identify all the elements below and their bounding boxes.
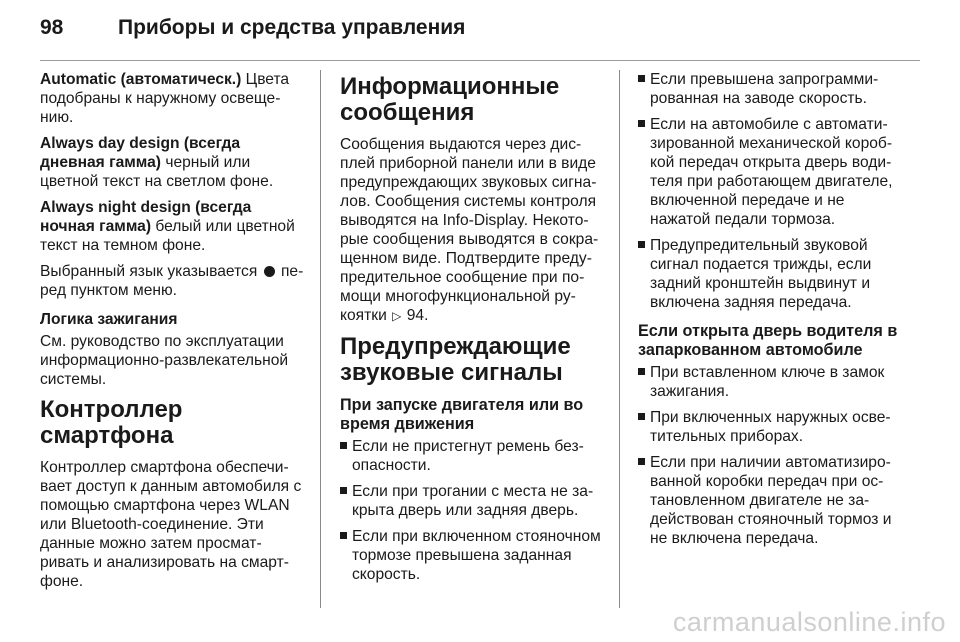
square-bullet-icon: [340, 487, 347, 494]
chapter-title: Приборы и средства управления: [118, 16, 466, 39]
heading-parked-door-open: Если открыта дверь водителя в запаркованном автомобиле: [638, 322, 898, 359]
heading-engine-start: При запуске двигателя или во время движения: [340, 396, 584, 433]
page-header: [40, 16, 920, 60]
square-bullet-icon: [638, 241, 645, 248]
list-item: [340, 437, 604, 475]
list-item: [340, 527, 604, 584]
heading-smartphone-controller: Контроллер смартфона: [40, 396, 183, 449]
list-engine-start: [340, 437, 604, 584]
column-divider: [320, 70, 321, 608]
list-item-text: Если не пристегнут ремень безопасности.: [352, 438, 584, 474]
list-item: [638, 363, 902, 401]
paragraph-night-design: [40, 198, 304, 255]
list-item-text: Если при наличии автоматизированной коробки передач при остановленном двигателе не задействован стояночный тормоз и не включена передача.: [650, 454, 892, 547]
term-automatic: Automatic (автоматическ.): [40, 71, 242, 88]
list-item-text: Если при трогании с места не закрыта дверь или задняя дверь.: [352, 483, 594, 519]
list-item: [638, 453, 902, 548]
square-bullet-icon: [638, 413, 645, 420]
column-middle: [340, 70, 604, 591]
text-info-messages: Сообщения выдаются через дисплей приборной панели или в виде предупреждающих звуковых сигналов. Сообщения системы контроля выводятся на Info-Display. Некоторые сообщения выводятся в сокращенном виде. Подтвердите предупредительное сообщение при помощи многофункциональной рукоятки: [340, 136, 599, 324]
list-item: [340, 482, 604, 520]
square-bullet-icon: [340, 532, 347, 539]
paragraph-automatic: [40, 70, 304, 127]
list-item-text: При включенных наружных осветительных приборах.: [650, 409, 891, 445]
list-parked-door-open: [638, 363, 902, 548]
paragraph-info-messages: [340, 135, 604, 326]
term-day-design: Always day design (всегда дневная гамма): [40, 135, 241, 171]
page-reference: 94.: [406, 307, 429, 324]
list-item: [638, 70, 902, 108]
list-item-text: Если на автомобиле с автоматизированной механической коробкой передач открыта дверь водителя при работающем двигателе, включенной передаче и не нажатой педали тормоза.: [650, 116, 893, 228]
list-item-text: Если превышена запрограммированная на заводе скорость.: [650, 71, 879, 107]
text-automatic: Цвета подобраны к наружному освещению.: [40, 71, 290, 126]
header-rule: [40, 60, 920, 61]
text-language-after: перед пунктом меню.: [40, 263, 304, 299]
heading-warning-chimes: Предупреждающие звуковые сигналы: [340, 333, 571, 386]
list-item: [638, 408, 902, 446]
paragraph-day-design: [40, 134, 304, 191]
term-night-design: Always night design (всегда ночная гамма): [40, 199, 252, 235]
square-bullet-icon: [638, 368, 645, 375]
list-item-text: При вставленном ключе в замок зажигания.: [650, 364, 885, 400]
square-bullet-icon: [340, 442, 347, 449]
heading-info-messages: Информационные сообщения: [340, 73, 560, 126]
column-left: [40, 70, 304, 598]
heading-ignition-logic: Логика зажигания: [40, 311, 178, 328]
square-bullet-icon: [638, 120, 645, 127]
paragraph-language: [40, 262, 304, 300]
page-reference-arrow-icon: ▷: [392, 309, 402, 323]
list-item-text: Если при включенном стояночном тормозе превышена заданная скорость.: [352, 528, 601, 583]
column-divider: [619, 70, 620, 608]
text-language-before: Выбранный язык указывается: [40, 263, 262, 280]
list-engine-start-continued: [638, 70, 902, 312]
list-item: [638, 115, 902, 229]
square-bullet-icon: [638, 458, 645, 465]
square-bullet-icon: [638, 75, 645, 82]
page-number: 98: [40, 16, 64, 39]
text-day-design: черный или цветной текст на светлом фоне.: [40, 154, 274, 190]
list-item-text: Предупредительный звуковой сигнал подается трижды, если задний кронштейн выдвинут и включена задняя передача.: [650, 237, 872, 311]
filled-dot-icon: [264, 266, 275, 277]
watermark: carmanualsonline.info: [672, 607, 946, 637]
list-item: [638, 236, 902, 312]
text-night-design: белый или цветной текст на темном фоне.: [40, 218, 295, 254]
paragraph-ignition-logic: См. руководство по эксплуатации информационно-развлекательной системы.: [40, 333, 289, 388]
paragraph-smartphone-controller: Контроллер смартфона обеспечивает доступ к данным автомобиля с помощью смартфона через WLAN или Bluetooth-соединение. Эти данные можно затем просматривать и анализировать на смартфоне.: [40, 459, 302, 590]
column-right: [638, 70, 902, 555]
